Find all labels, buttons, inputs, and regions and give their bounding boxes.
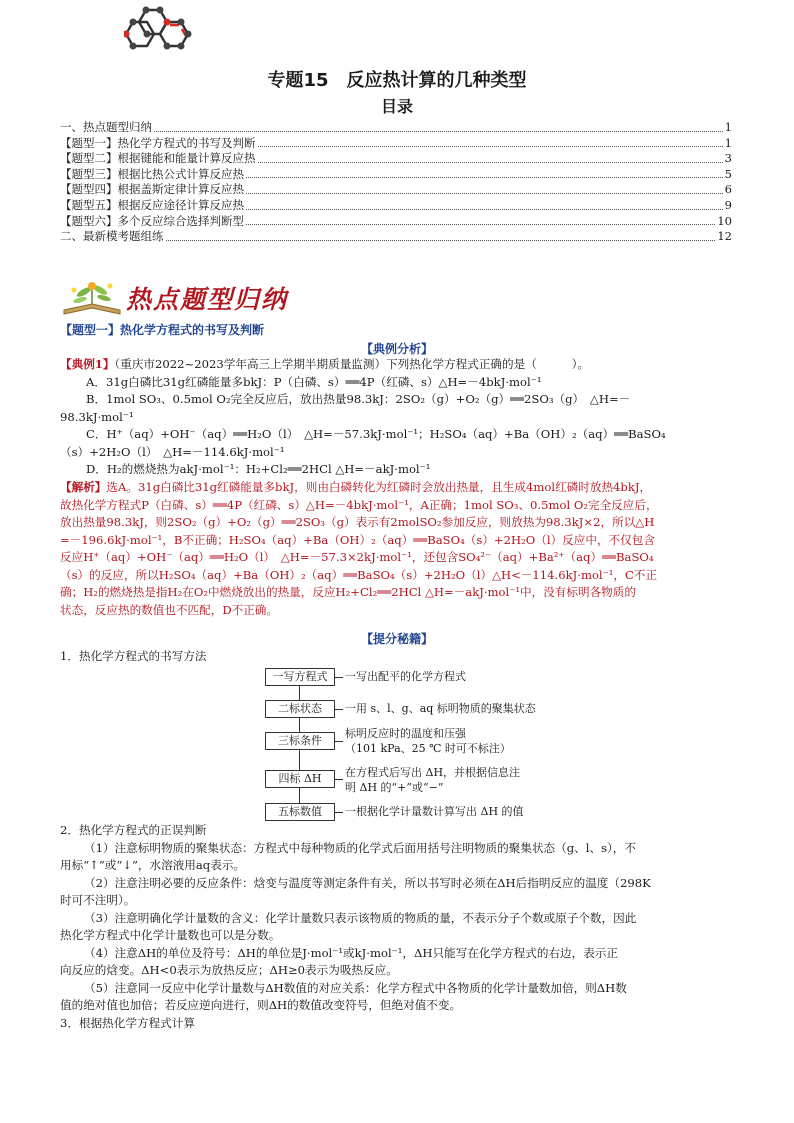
tip-para: （2）注意注明必要的反应条件：焓变与温度等测定条件有关，所以书写时必须在ΔH后指明反应的温度（298K <box>84 875 651 890</box>
toc-entry[interactable]: 二、最新模考题组练 12 <box>60 229 732 244</box>
tips-heading: 【提分秘籍】 <box>360 632 433 646</box>
tip-para: （3）注意明确化学计量数的含义：化学计量数只表示该物质的物质的量，不表示分子个数或原子个数，因此 <box>84 910 637 925</box>
tips-body <box>60 822 735 1032</box>
toc-entry[interactable]: 【题型五】根据反应途径计算反应热 9 <box>60 197 732 212</box>
option-d: D．H₂的燃烧热为akJ·mol⁻¹：H₂+Cl₂══2HCl △H=－akJ·mol⁻¹ <box>86 462 431 476</box>
tip-para-cont: 时可不注明）。 <box>60 893 136 907</box>
tip-para: （5）注意同一反应中化学计量数与ΔH数值的对应关系：化学方程式中各物质的化学计量数加倍，则ΔH数 <box>84 980 627 995</box>
section-heading: 【题型一】热化学方程式的书写及判断 <box>60 323 265 337</box>
tips-heading-2: 2．热化学方程式的正误判断 <box>60 823 207 837</box>
writing-steps-diagram <box>265 668 585 828</box>
step-box: 一写方程式 <box>265 668 335 686</box>
analysis-label: 【解析】 <box>60 480 107 494</box>
example-heading: 【典例分析】 <box>360 342 433 356</box>
analysis-line: 放出热量98.3kJ，则2SO₂（g）+O₂（g）══2SO₃（g）表示有2molSO₂参加反应，则放热为98.3kJ×2，所以△H <box>60 515 655 529</box>
analysis-line: （s）的反应，所以H₂SO₄（aq）+Ba（OH）₂（aq）══BaSO₄（s）+2H₂O（l）△H<－114.6kJ·mol⁻¹，C不正 <box>60 567 658 582</box>
tip-para-cont: 值的绝对值也加倍；若反应逆向进行，则ΔH的数值改变符号，但绝对值不变。 <box>60 998 462 1012</box>
step-text: 标明反应时的温度和压强 <box>345 727 466 740</box>
step-text: 在方程式后写出 ΔH，并根据信息注 <box>345 766 521 779</box>
naphthalene-logo-icon <box>124 2 194 62</box>
tip-para-cont: 用标“↑”或“↓”，水溶液用aq表示。 <box>60 858 246 872</box>
step-text: 一根据化学计量数计算写出 ΔH 的值 <box>345 805 524 818</box>
analysis-line: 反应H⁺（aq）+OH⁻（aq）══H₂O（l） △H=－57.3×2kJ·mol⁻¹，还包含SO₄²⁻（aq）+Ba²⁺（aq）══BaSO₄ <box>60 550 654 564</box>
table-of-contents <box>60 120 732 245</box>
step-box: 四标 ΔH <box>265 770 335 788</box>
toc-entry[interactable]: 【题型四】根据盖斯定律计算反应热 6 <box>60 182 732 197</box>
step-box: 二标状态 <box>265 700 335 718</box>
tips-heading-3: 3．根据热化学方程式计算 <box>60 1015 195 1030</box>
option-b: B．1mol SO₃、0.5mol O₂完全反应后，放出热量98.3kJ：2SO₂（g）+O₂（g）══2SO₃（g） △H=－ <box>86 392 631 406</box>
banner-title: 热点题型归纳 <box>126 285 289 314</box>
step-text: （101 kPa、25 ℃ 时可不标注） <box>345 742 511 755</box>
analysis-line: 确；H₂的燃烧热是指H₂在O₂中燃烧放出的热量，反应H₂+Cl₂══2HCl △H=－akJ·mol⁻¹中，没有标明各物质的 <box>60 585 636 599</box>
toc-entry[interactable]: 【题型六】多个反应综合选择判断型 10 <box>60 213 732 228</box>
tip-para: （1）注意标明物质的聚集状态：方程式中每种物质的化学式后面用括号注明物质的聚集状态（g、l、s），不 <box>84 840 636 855</box>
book-plant-icon <box>60 276 124 318</box>
page-title: 专题15 反应热计算的几种类型 <box>267 70 527 91</box>
toc-entry[interactable]: 【题型一】热化学方程式的书写及判断 1 <box>60 135 732 150</box>
option-a: A．31g白磷比31g红磷能量多bkJ：P（白磷、s）══4P（红磷、s）△H=－4bkJ·mol⁻¹ <box>86 374 542 389</box>
option-c: C．H⁺（aq）+OH⁻（aq）══H₂O（l） △H=－57.3kJ·mol⁻¹；H₂SO₄（aq）+Ba（OH）₂（aq）══BaSO₄ <box>86 427 666 441</box>
tip-para-cont: 向反应的焓变。ΔH<0表示为放热反应；ΔH≥0表示为吸热反应。 <box>60 963 398 977</box>
example-question: 【典例1】（重庆市2022~2023学年高三上学期半期质量监测）下列热化学方程式正确的是（ ）。 <box>60 357 589 371</box>
toc-entry[interactable]: 一、热点题型归纳 1 <box>60 120 732 134</box>
step-text: 一写出配平的化学方程式 <box>345 670 466 683</box>
toc-entry[interactable]: 【题型二】根据键能和能量计算反应热 3 <box>60 151 732 166</box>
toc-entry[interactable]: 【题型三】根据比热公式计算反应热 5 <box>60 166 732 181</box>
step-text: 一用 s、l、g、aq 标明物质的聚集状态 <box>345 702 536 715</box>
step-box: 五标数值 <box>265 803 335 821</box>
tip-para-cont: 热化学方程式中化学计量数也可以是分数。 <box>60 928 281 942</box>
example-block <box>60 356 735 479</box>
section-banner <box>60 276 320 318</box>
tips-heading-1: 1．热化学方程式的书写方法 <box>60 649 207 663</box>
step-box: 三标条件 <box>265 732 335 750</box>
toc-title: 目录 <box>380 97 413 116</box>
step-text: 明 ΔH 的“+”或“−” <box>345 781 444 794</box>
option-c-cont: （s）+2H₂O（l） △H=－114.6kJ·mol⁻¹ <box>60 444 285 459</box>
analysis-line: 选A。31g白磷比31g红磷能量多bkJ，则由白磷转化为红磷时会放出热量，且生成4mol红磷时放热4bkJ， <box>106 480 652 494</box>
analysis-line: 故热化学方程式P（白磷、s）══4P（红磷、s）△H=－4bkJ·mol⁻¹，A正确；1mol SO₃、0.5mol O₂完全反应后， <box>60 497 658 512</box>
analysis-line: =－196.6kJ·mol⁻¹，B不正确；H₂SO₄（aq）+Ba（OH）₂（aq）══BaSO₄（s）+2H₂O（l）反应中，不仅包含 <box>60 532 655 547</box>
option-b-cont: 98.3kJ·mol⁻¹ <box>60 409 134 424</box>
analysis-line: 状态，反应热的数值也不匹配，D不正确。 <box>60 602 278 617</box>
tip-para: （4）注意ΔH的单位及符号：ΔH的单位是J·mol⁻¹或kJ·mol⁻¹，ΔH只能写在化学方程式的右边，表示正 <box>84 945 619 960</box>
analysis-block <box>60 479 735 619</box>
